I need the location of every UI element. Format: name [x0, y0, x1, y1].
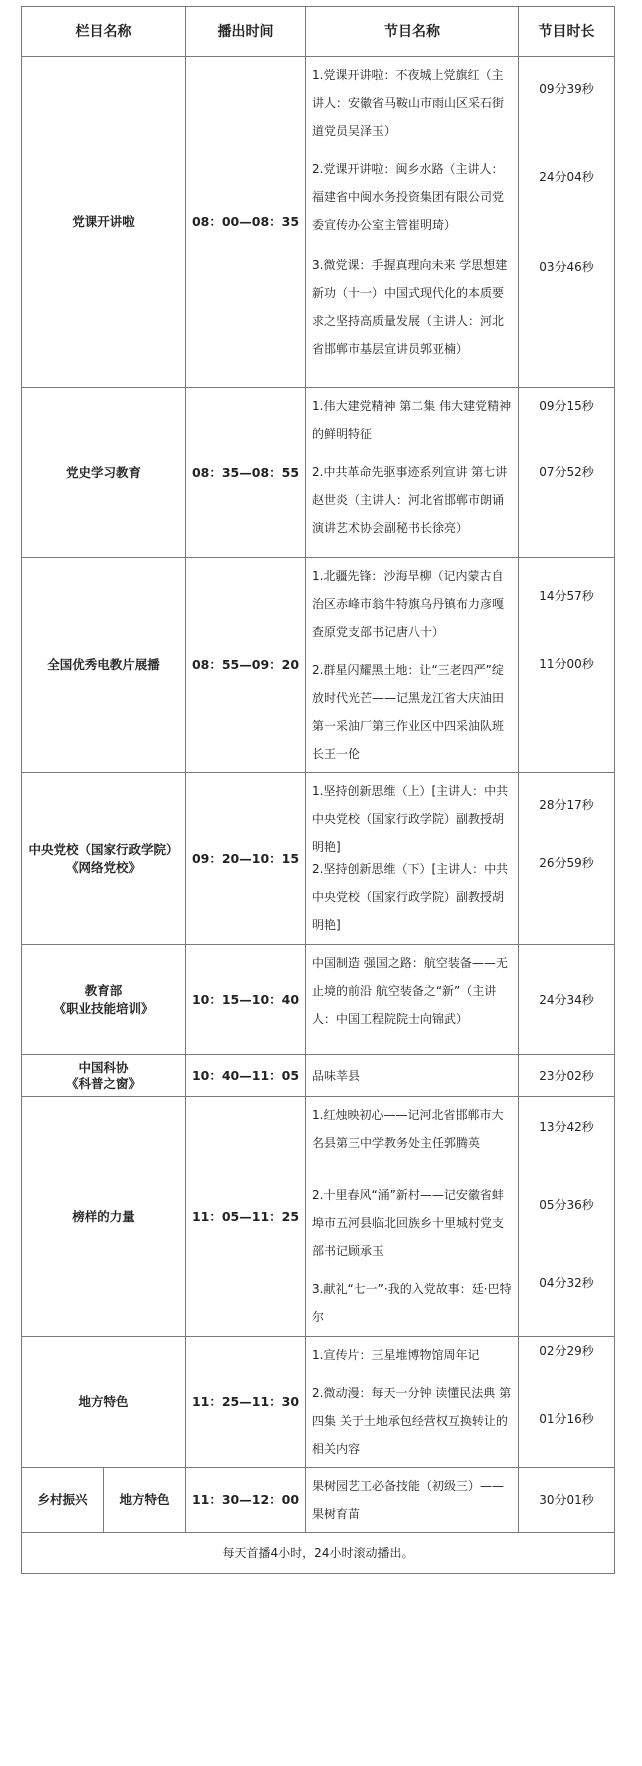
program-cell — [306, 1337, 519, 1468]
program-item: 1.坚持创新思维（上）[主讲人：中共中央党校（国家行政学院）副教授胡明艳] — [312, 784, 509, 854]
duration-value: 05分36秒 — [539, 1198, 594, 1212]
program-item: 2.坚持创新思维（下）[主讲人：中共中央党校（国家行政学院）副教授胡明艳] — [312, 862, 509, 932]
program-item: 2.十里春风“涌”新村——记安徽省蚌埠市五河县临北回族乡十里城村党支部书记顾承玉 — [312, 1188, 505, 1258]
program-cell — [306, 558, 519, 773]
program-cell — [306, 1097, 519, 1337]
air-time: 08：55—09：20 — [186, 558, 306, 773]
duration-cell — [519, 57, 615, 388]
duration-value: 11分00秒 — [539, 657, 594, 671]
duration-value: 28分17秒 — [539, 798, 594, 812]
footer-row — [22, 1533, 615, 1574]
duration-value: 07分52秒 — [539, 465, 594, 479]
duration-value: 14分57秒 — [539, 589, 594, 603]
column-name-line: 《科普之窗》 — [65, 1075, 141, 1091]
table-row — [22, 558, 615, 773]
table-row — [22, 1097, 615, 1337]
program-item: 1.伟大建党精神 第二集 伟大建党精神的鲜明特征 — [312, 399, 512, 441]
program-cell — [306, 1055, 519, 1097]
program-item: 1.北疆先锋：沙海旱柳（记内蒙古自治区赤峰市翁牛特旗乌丹镇布力彦嘎查原党支部书记唐八十） — [312, 569, 505, 639]
column-name-secondary: 地方特色 — [104, 1468, 186, 1533]
duration-cell — [519, 945, 615, 1055]
program-item: 1.党课开讲啦：不夜城上党旗红（主讲人：安徽省马鞍山市雨山区采石街道党员吴泽玉） — [312, 68, 505, 138]
table-row — [22, 57, 615, 388]
program-item: 中国制造 强国之路：航空装备——无止境的前沿 航空装备之“新”（主讲人：中国工程院院士向锦武） — [312, 956, 508, 1026]
header-air-time: 播出时间 — [186, 7, 306, 57]
duration-cell — [519, 558, 615, 773]
program-item: 2.群星闪耀黑土地：让“三老四严”绽放时代光芒——记黑龙江省大庆油田第一采油厂第三作业区中四采油队班长王一伦 — [312, 663, 505, 761]
table-row — [22, 1468, 615, 1533]
column-name-line: 中央党校（国家行政学院） — [28, 841, 179, 857]
duration-cell — [519, 1468, 615, 1533]
duration-cell — [519, 773, 615, 945]
table-row — [22, 1337, 615, 1468]
table-row — [22, 1055, 615, 1097]
program-item: 果树园艺工必备技能（初级三）——果树育苗 — [312, 1479, 505, 1521]
column-name-line: 《网络党校》 — [65, 859, 141, 875]
header-row — [22, 7, 615, 57]
table-row — [22, 388, 615, 558]
table-row — [22, 773, 615, 945]
duration-value: 13分42秒 — [539, 1120, 594, 1134]
program-cell — [306, 1468, 519, 1533]
duration-value: 03分46秒 — [539, 260, 594, 274]
column-name: 党课开讲啦 — [22, 57, 186, 388]
column-name-line: 《职业技能培训》 — [53, 1000, 154, 1016]
air-time: 10：15—10：40 — [186, 945, 306, 1055]
air-time: 10：40—11：05 — [186, 1055, 306, 1097]
column-name-line: 中国科协 — [78, 1059, 129, 1075]
program-item: 品味莘县 — [312, 1068, 361, 1083]
duration-value: 24分04秒 — [539, 170, 594, 184]
air-time: 08：35—08：55 — [186, 388, 306, 558]
duration-cell — [519, 388, 615, 558]
air-time: 11：05—11：25 — [186, 1097, 306, 1337]
schedule-table-wrapper — [21, 6, 614, 1574]
air-time: 08：00—08：35 — [186, 57, 306, 388]
duration-value: 23分02秒 — [539, 1068, 594, 1083]
duration-value: 01分16秒 — [539, 1412, 594, 1426]
program-item: 2.中共革命先驱事迹系列宣讲 第七讲 赵世炎（主讲人：河北省邯郸市朗诵演讲艺术协会副秘书长徐亮） — [312, 465, 508, 535]
air-time: 09：20—10：15 — [186, 773, 306, 945]
duration-value: 02分29秒 — [539, 1344, 594, 1358]
program-cell — [306, 945, 519, 1055]
program-item: 3.微党课：手握真理向未来 学思想建新功（十一）中国式现代化的本质要求之坚持高质量发展（主讲人：河北省邯郸市基层宣讲员郭亚楠） — [312, 258, 508, 356]
program-item: 3.献礼“七一”·我的入党故事：廷·巴特尔 — [312, 1282, 512, 1324]
column-name: 全国优秀电教片展播 — [22, 558, 186, 773]
program-item: 2.微动漫：每天一分钟 读懂民法典 第四集 关于土地承包经营权互换转让的相关内容 — [312, 1386, 512, 1456]
column-name — [22, 1055, 186, 1097]
column-name — [22, 945, 186, 1055]
program-item: 2.党课开讲啦：闽乡水路（主讲人：福建省中闽水务投资集团有限公司党委宣传办公室主管崔明琦） — [312, 162, 505, 232]
column-name-line: 教育部 — [84, 982, 123, 998]
footer-note: 每天首播4小时，24小时滚动播出。 — [22, 1533, 615, 1574]
column-name: 地方特色 — [22, 1337, 186, 1468]
schedule-table — [21, 6, 615, 1574]
duration-cell — [519, 1097, 615, 1337]
duration-value: 09分39秒 — [539, 82, 594, 96]
program-cell — [306, 57, 519, 388]
duration-value: 30分01秒 — [539, 1493, 594, 1507]
column-name-primary: 乡村振兴 — [22, 1468, 104, 1533]
program-cell — [306, 388, 519, 558]
column-name — [22, 773, 186, 945]
table-row — [22, 945, 615, 1055]
duration-cell — [519, 1055, 615, 1097]
program-item: 1.宣传片：三星堆博物馆周年记 — [312, 1348, 480, 1362]
duration-value: 24分34秒 — [539, 992, 594, 1007]
duration-value: 26分59秒 — [539, 856, 594, 870]
program-item: 1.红烛映初心——记河北省邯郸市大名县第三中学教务处主任郭腾英 — [312, 1108, 504, 1150]
header-program-name: 节目名称 — [306, 7, 519, 57]
header-column-name: 栏目名称 — [22, 7, 186, 57]
duration-value: 09分15秒 — [539, 399, 594, 413]
header-duration: 节目时长 — [519, 7, 615, 57]
duration-cell — [519, 1337, 615, 1468]
column-name: 榜样的力量 — [22, 1097, 186, 1337]
air-time: 11：30—12：00 — [186, 1468, 306, 1533]
duration-value: 04分32秒 — [539, 1276, 594, 1290]
air-time: 11：25—11：30 — [186, 1337, 306, 1468]
program-cell — [306, 773, 519, 945]
column-name: 党史学习教育 — [22, 388, 186, 558]
